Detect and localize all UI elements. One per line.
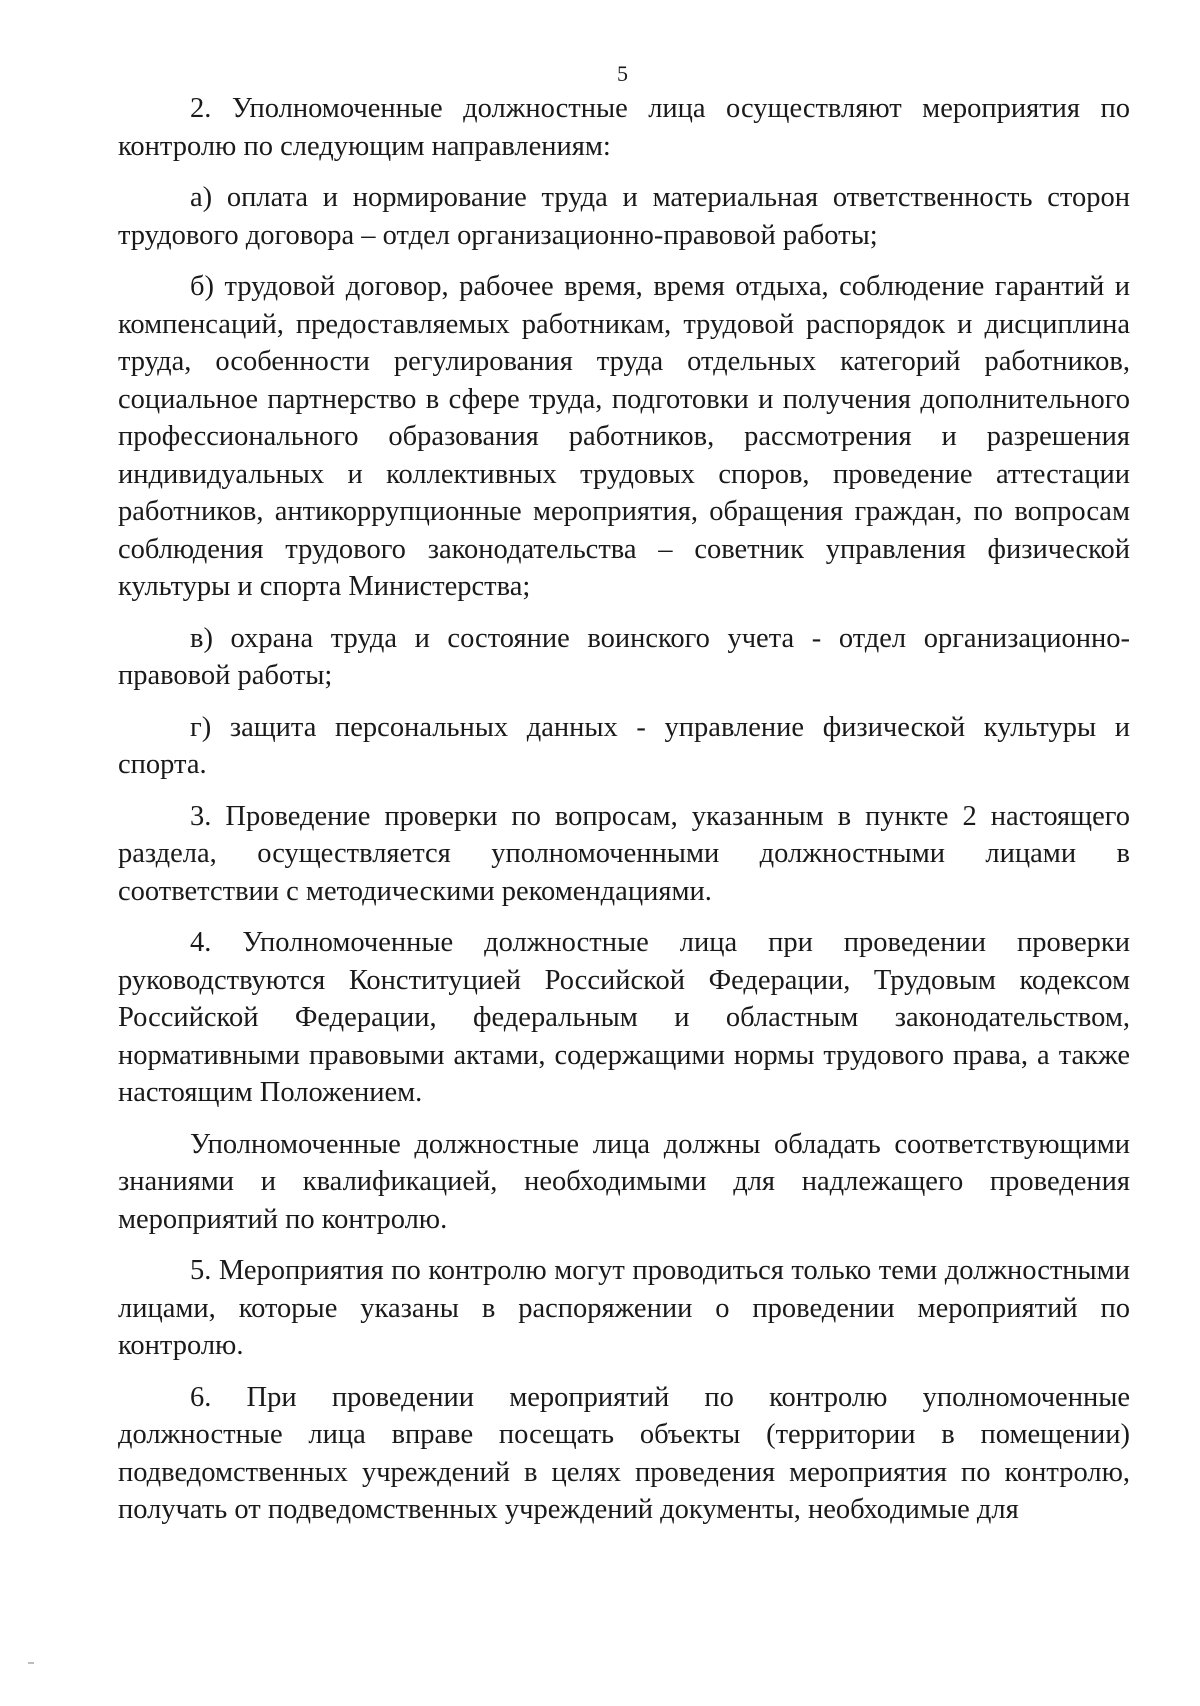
paragraph-3: 3. Проведение проверки по вопросам, указанным в пункте 2 настоящего раздела, осуществляется уполномоченными должностными лицами в соответствии с методическими рекомендациями. (118, 800, 1130, 907)
paragraph-2a: а) оплата и нормирование труда и материальная ответственность сторон трудового договора – отдел организационно-правовой работы; (118, 182, 1130, 251)
paragraph-4-qualification: Уполномоченные должностные лица должны обладать соответствующими знаниями и квалификацией, необходимыми для надлежащего проведения мероприятий по контролю. (118, 1128, 1130, 1235)
scan-edge-mark (28, 1662, 34, 1664)
paragraph-2g: г) защита персональных данных - управление физической культуры и спорта. (118, 711, 1130, 780)
paragraph-5: 5. Мероприятия по контролю могут проводиться только теми должностными лицами, которые указаны в распоряжении о проведении мероприятий по контролю. (118, 1255, 1130, 1361)
paragraph-6: 6. При проведении мероприятий по контролю уполномоченные должностные лица вправе посещать объекты (территории в помещении) подведомственных учреждений в целях проведения мероприятия по контролю, получать от подведомственных учреждений документы, необходимые для (118, 1381, 1130, 1525)
paragraph-2b: б) трудовой договор, рабочее время, время отдыха, соблюдение гарантий и компенсаций, предоставляемых работникам, трудовой распорядок и дисциплина труда, особенности регулирования труда отдельных категорий работников, социальное партнерство в сфере труда, подготовки и получения дополнительного профессионального образования работников, рассмотрения и разрешения индивидуальных и коллективных трудовых споров, проведение аттестации работников, антикоррупционные мероприятия, обращения граждан, по вопросам соблюдения трудового законодательства – советник управления физической культуры и спорта Министерства; (118, 271, 1130, 602)
page-number: 5 (617, 61, 628, 86)
paragraph-2v: в) охрана труда и состояние воинского учета - отдел организационно-правовой работы; (118, 622, 1130, 691)
paragraph-4: 4. Уполномоченные должностные лица при проведении проверки руководствуются Конституцией Российской Федерации, Трудовым кодексом Российской Федерации, федеральным и областным законодательством, нормативными правовыми актами, содержащими нормы трудового права, а также настоящим Положением. (118, 927, 1130, 1108)
paragraph-2: 2. Уполномоченные должностные лица осуществляют мероприятия по контролю по следующим направлениям: (118, 93, 1130, 162)
document-body (118, 90, 1130, 1543)
